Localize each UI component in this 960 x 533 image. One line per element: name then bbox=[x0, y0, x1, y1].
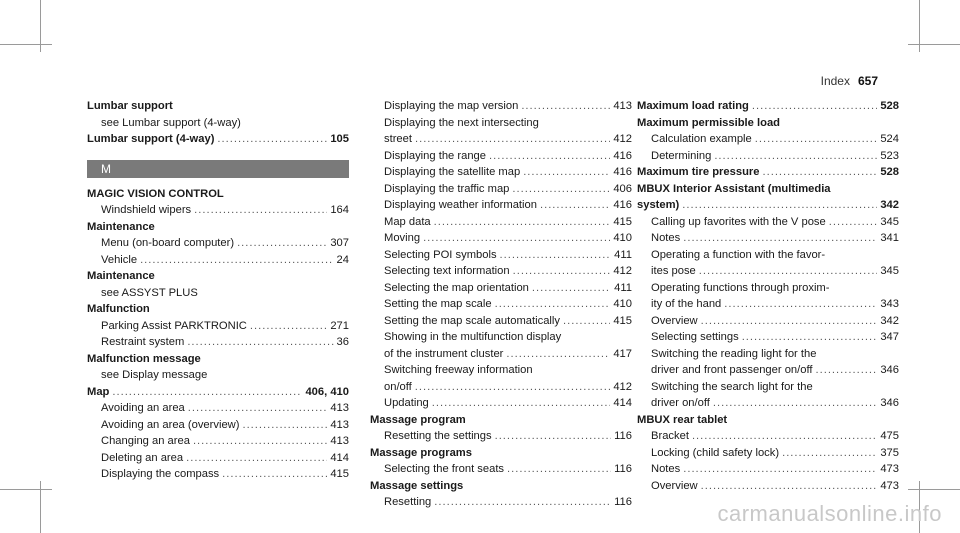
index-subentry[interactable]: of the instrument cluster ..... 417 bbox=[370, 346, 632, 363]
index-entry: Malfunction message bbox=[87, 352, 201, 365]
index-entry[interactable]: Maximum tire pressure ..... 528 bbox=[637, 164, 899, 181]
index-entry[interactable]: system) ..... 342 bbox=[637, 197, 899, 214]
index-subentry[interactable]: Changing an area ..... 413 bbox=[87, 433, 349, 450]
index-subentry[interactable]: Vehicle ..... 24 bbox=[87, 252, 349, 269]
index-entry: Massage settings bbox=[370, 479, 464, 492]
watermark: carmanualsonline.info bbox=[717, 501, 942, 526]
index-subentry[interactable]: Deleting an area ..... 414 bbox=[87, 450, 349, 467]
index-subentry[interactable]: on/off ..... 412 bbox=[370, 379, 632, 396]
header-section: Index bbox=[820, 74, 850, 88]
crop-mark bbox=[0, 489, 52, 490]
index-entry: Massage programs bbox=[370, 446, 472, 459]
page-header bbox=[821, 74, 878, 88]
index-subentry: see ASSYST PLUS bbox=[101, 286, 198, 299]
crop-mark bbox=[40, 0, 41, 52]
index-subentry[interactable]: driver and front passenger on/off ..... 346 bbox=[637, 362, 899, 379]
index-subentry[interactable]: Windshield wipers ..... 164 bbox=[87, 202, 349, 219]
index-subentry[interactable]: Resetting the settings ..... 116 bbox=[370, 428, 632, 445]
index-subentry: Switching the search light for the bbox=[651, 380, 813, 393]
index-subentry[interactable]: Overview ..... 473 bbox=[637, 478, 899, 495]
index-entry: Maintenance bbox=[87, 220, 155, 233]
index-subentry[interactable]: Displaying the traffic map ..... 406 bbox=[370, 181, 632, 198]
index-subentry[interactable]: Displaying the map version ..... 413 bbox=[370, 98, 632, 115]
index-subentry[interactable]: Calling up favorites with the V pose ..... 345 bbox=[637, 214, 899, 231]
index-subentry[interactable]: Bracket ..... 475 bbox=[637, 428, 899, 445]
index-subentry[interactable]: Moving ..... 410 bbox=[370, 230, 632, 247]
section-letter-m: M bbox=[87, 160, 349, 178]
index-entry: Malfunction bbox=[87, 303, 150, 315]
index-subentry: Operating a function with the favor- bbox=[651, 248, 826, 261]
index-subentry[interactable]: Displaying the compass ..... 415 bbox=[87, 466, 349, 483]
index-subentry[interactable]: Updating ..... 414 bbox=[370, 395, 632, 412]
index-subentry[interactable]: Selecting POI symbols ..... 411 bbox=[370, 247, 632, 264]
index-column-1 bbox=[87, 98, 349, 483]
index-subentry[interactable]: Avoiding an area (overview) ..... 413 bbox=[87, 417, 349, 434]
index-subentry[interactable]: Setting the map scale automatically ..... 415 bbox=[370, 313, 632, 330]
index-subentry[interactable]: Displaying weather information ..... 416 bbox=[370, 197, 632, 214]
crop-mark bbox=[919, 0, 920, 52]
index-subentry[interactable]: Displaying the range ..... 416 bbox=[370, 148, 632, 165]
index-subentry[interactable]: Parking Assist PARKTRONIC ..... 271 bbox=[87, 318, 349, 335]
index-subentry[interactable]: Restraint system ..... 36 bbox=[87, 334, 349, 351]
index-subentry[interactable]: Map data ..... 415 bbox=[370, 214, 632, 231]
index-entry: MAGIC VISION CONTROL bbox=[87, 187, 224, 200]
index-entry: MBUX rear tablet bbox=[637, 413, 728, 426]
index-subentry[interactable]: Displaying the satellite map ..... 416 bbox=[370, 164, 632, 181]
crop-mark bbox=[908, 489, 960, 490]
index-entry[interactable]: Map ..... 406, 410 bbox=[87, 384, 349, 401]
index-entry: MBUX Interior Assistant (multimedia bbox=[637, 182, 831, 195]
index-subentry[interactable]: Selecting the map orientation ..... 411 bbox=[370, 280, 632, 297]
index-column-3 bbox=[637, 98, 899, 494]
index-entry: Lumbar support bbox=[87, 100, 173, 112]
index-subentry[interactable]: street ..... 412 bbox=[370, 131, 632, 148]
index-subentry[interactable]: Resetting ..... 116 bbox=[370, 494, 632, 511]
index-subentry: see Lumbar support (4-way) bbox=[101, 116, 241, 129]
index-subentry[interactable]: Overview ..... 342 bbox=[637, 313, 899, 330]
index-subentry[interactable]: Notes ..... 473 bbox=[637, 461, 899, 478]
index-subentry: Operating functions through proxim- bbox=[651, 281, 830, 294]
index-subentry: see Display message bbox=[101, 369, 208, 381]
index-subentry[interactable]: Notes ..... 341 bbox=[637, 230, 899, 247]
index-entry[interactable]: Maximum load rating ..... 528 bbox=[637, 98, 899, 115]
index-subentry[interactable]: Selecting the front seats ..... 116 bbox=[370, 461, 632, 478]
index-entry: Maximum permissible load bbox=[637, 116, 780, 129]
index-subentry[interactable]: Setting the map scale ..... 410 bbox=[370, 296, 632, 313]
index-subentry: Showing in the multifunction display bbox=[384, 331, 562, 343]
index-entry: Maintenance bbox=[87, 270, 155, 282]
index-subentry: Switching the reading light for the bbox=[651, 347, 817, 360]
index-subentry[interactable]: Locking (child safety lock) ..... 375 bbox=[637, 445, 899, 462]
index-column-2 bbox=[370, 98, 632, 511]
crop-mark bbox=[0, 44, 52, 45]
index-subentry[interactable]: Determining ..... 523 bbox=[637, 148, 899, 165]
index-subentry[interactable]: Menu (on-board computer) ..... 307 bbox=[87, 235, 349, 252]
index-entry: Massage program bbox=[370, 413, 466, 426]
index-subentry[interactable]: Avoiding an area ..... 413 bbox=[87, 400, 349, 417]
index-entry[interactable]: Lumbar support (4-way) ..... 105 bbox=[87, 131, 349, 148]
index-subentry: Displaying the next intersecting bbox=[384, 116, 539, 129]
index-subentry[interactable]: ites pose ..... 345 bbox=[637, 263, 899, 280]
crop-mark bbox=[908, 44, 960, 45]
index-subentry[interactable]: Selecting text information ..... 412 bbox=[370, 263, 632, 280]
page-number: 657 bbox=[857, 74, 878, 88]
crop-mark bbox=[40, 481, 41, 533]
index-subentry[interactable]: ity of the hand ..... 343 bbox=[637, 296, 899, 313]
index-subentry[interactable]: Calculation example ..... 524 bbox=[637, 131, 899, 148]
index-subentry[interactable]: Selecting settings ..... 347 bbox=[637, 329, 899, 346]
index-subentry: Switching freeway information bbox=[384, 364, 533, 376]
index-subentry[interactable]: driver on/off ..... 346 bbox=[637, 395, 899, 412]
